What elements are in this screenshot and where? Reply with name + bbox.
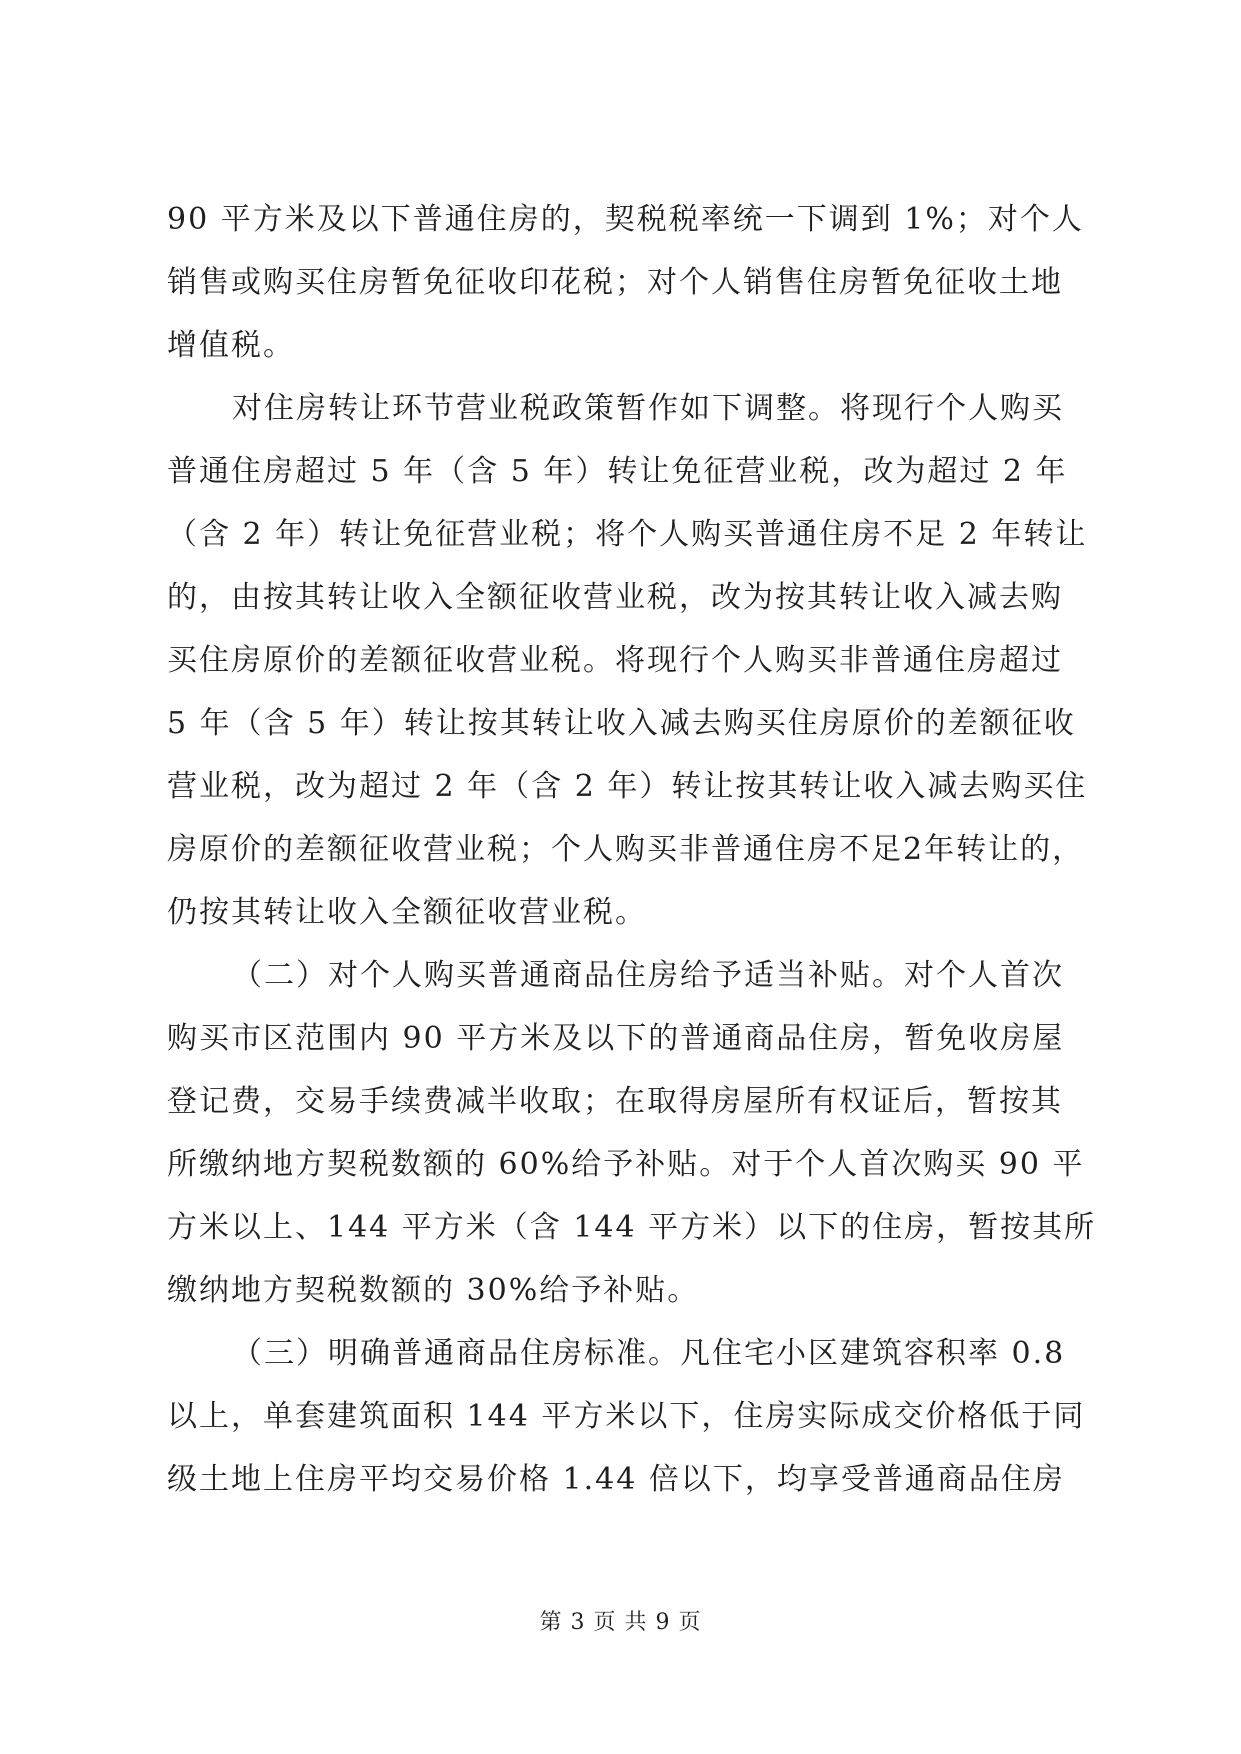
text-line: （二）对个人购买普通商品住房给予适当补贴。对个人首次 bbox=[232, 958, 1064, 993]
text-line: 销售或购买住房暂免征收印花税；对个人销售住房暂免征收土地 bbox=[167, 265, 1063, 300]
text-line: 以上，单套建筑面积 144 平方米以下，住房实际成交价格低于同 bbox=[167, 1399, 1086, 1434]
text-line: 方米以上、144 平方米（含 144 平方米）以下的住房，暂按其所 bbox=[167, 1210, 1097, 1245]
text-line: 缴纳地方契税数额的 30%给予补贴。 bbox=[167, 1273, 700, 1308]
text-line: 买住房原价的差额征收营业税。将现行个人购买非普通住房超过 bbox=[167, 643, 1063, 678]
text-line: 房原价的差额征收营业税；个人购买非普通住房不足2年转让的， bbox=[167, 832, 1085, 867]
text-line: 对住房转让环节营业税政策暂作如下调整。将现行个人购买 bbox=[232, 391, 1064, 426]
text-line: 仍按其转让收入全额征收营业税。 bbox=[167, 895, 647, 930]
text-line: 级土地上住房平均交易价格 1.44 倍以下，均享受普通商品住房 bbox=[167, 1462, 1065, 1497]
page-number-footer: 第 3 页 共 9 页 bbox=[539, 1610, 702, 1635]
text-line: （三）明确普通商品住房标准。凡住宅小区建筑容积率 0.8 bbox=[232, 1336, 1066, 1371]
text-line: 所缴纳地方契税数额的 60%给予补贴。对于个人首次购买 90 平 bbox=[167, 1147, 1085, 1182]
text-line: 普通住房超过 5 年（含 5 年）转让免征营业税，改为超过 2 年 bbox=[167, 454, 1068, 489]
text-line: 营业税，改为超过 2 年（含 2 年）转让按其转让收入减去购买住 bbox=[167, 769, 1088, 804]
text-line: 90 平方米及以下普通住房的，契税税率统一下调到 1%；对个人 bbox=[167, 202, 1084, 237]
text-line: 登记费，交易手续费减半收取；在取得房屋所有权证后，暂按其 bbox=[167, 1084, 1063, 1119]
text-line: 增值税。 bbox=[167, 328, 295, 363]
text-line: 5 年（含 5 年）转让按其转让收入减去购买住房原价的差额征收 bbox=[167, 706, 1076, 741]
text-line: 的，由按其转让收入全额征收营业税，改为按其转让收入减去购 bbox=[167, 580, 1063, 615]
text-line: 购买市区范围内 90 平方米及以下的普通商品住房，暂免收房屋 bbox=[167, 1021, 1065, 1056]
text-line: （含 2 年）转让免征营业税；将个人购买普通住房不足 2 年转让 bbox=[167, 517, 1088, 552]
